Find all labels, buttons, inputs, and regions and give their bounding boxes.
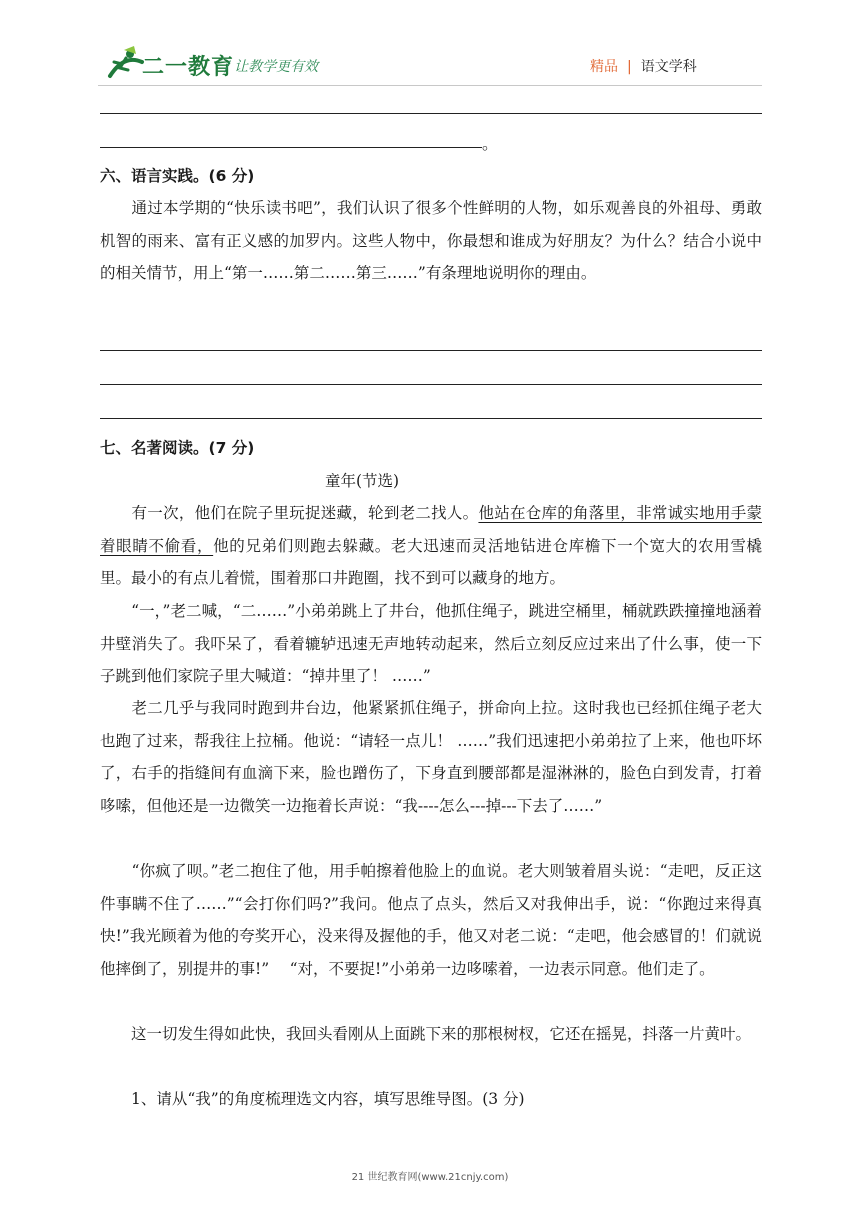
passage-paragraph [100, 497, 762, 595]
passage-paragraph: 老二几乎与我同时跑到井台边，他紧紧抓住绳子，拼命向上拉。这时我也已经抓住绳子老大也跑了过来，帮我往上拉桶。他说：“请轻一点儿！ ……”我们迅速把小弟弟拉了上来，他也吓坏了，右手的指缝间有血滴下来，脸也蹭伤了，下身直到腰部都是湿淋淋的，脸色白到发青，打着哆嗦，但他还是一边微笑一边拖着长声说：“我----怎么---掉---下去了……” [100, 699, 762, 815]
section6-prompt: 通过本学期的“快乐读书吧”，我们认识了很多个性鲜明的人物，如乐观善良的外祖母、勇敢机智的雨来、富有正义感的加罗内。这些人物中，你最想和谁成为好朋友？为什么？结合小说中的相关情节，用上“第一……第二……第三……”有条理地说明你的理由。 [100, 199, 762, 282]
passage-text: 他的兄弟们则跑去躲藏。老大迅速而灵活地钻进仓库檐下一个宽大的农用雪橇里。最小的有点儿着慌，围着那口井跑圈，找不到可以藏身的地方。 [100, 536, 762, 587]
answer-line[interactable] [100, 113, 762, 114]
question-1: 1、请从“我”的角度梳理选文内容，填写思维导图。(3 分) [100, 1090, 525, 1108]
passage-paragraph: 这一切发生得如此快，我回头看刚从上面跳下来的那根树杈，它还在摇晃，抖落一片黄叶。 [100, 1025, 752, 1043]
section-heading-7: 七、名著阅读。(7 分) [100, 439, 255, 457]
answer-line[interactable] [100, 384, 762, 385]
header-divider [98, 85, 762, 86]
answer-line[interactable] [100, 350, 762, 351]
header-tags [590, 56, 697, 76]
passage-paragraph: “你疯了呗。”老二抱住了他，用手帕擦着他脸上的血说。老大则皱着眉头说：“走吧，反正这件事瞒不住了……”“会打你们吗?”我问。他点了点头，然后又对我伸出手，说：“你跑过来得真快!”我光顾着为他的夸奖开心，没来得及握他的手，他又对老二说：“走吧，他会感冒的！们就说他摔倒了，别提井的事!” “对，不要捉!”小弟弟一边哆嗦着，一边表示同意。他们走了。 [100, 862, 762, 978]
subject-label: 语文学科 [640, 59, 697, 75]
quality-tag: 精品 [590, 59, 618, 75]
section-heading-6: 六、语言实践。(6 分) [100, 167, 255, 185]
underlined-sentence: 他站在仓库的角落里，非常诚实地用手蒙着眼睛不偷看， [100, 504, 762, 555]
header-separator: | [627, 59, 632, 75]
passage-title: 童年(节选) [324, 472, 400, 490]
passage-paragraph: “一，”老二喊，“二……”小弟弟跳上了井台，他抓住绳子，跳进空桶里，桶就跌跌撞撞地涵着井壁消失了。我吓呆了，看着辘轳迅速无声地转动起来，然后立刻反应过来出了什么事，使一下子跳到他们家院子里大喊道：“掉井里了！ ……” [100, 602, 762, 685]
passage-text: 有一次，他们在院子里玩捉迷藏，轮到老二找人。 [100, 504, 479, 522]
answer-line[interactable] [100, 418, 762, 419]
brand-name: 二一教育 [142, 55, 235, 80]
period-mark: 。 [482, 134, 499, 153]
page-footer: 21 世纪教育网(www.21cnjy.com) [351, 1172, 509, 1183]
brand-slogan: / 让教学更有效 [225, 59, 319, 75]
answer-line[interactable] [100, 147, 482, 148]
